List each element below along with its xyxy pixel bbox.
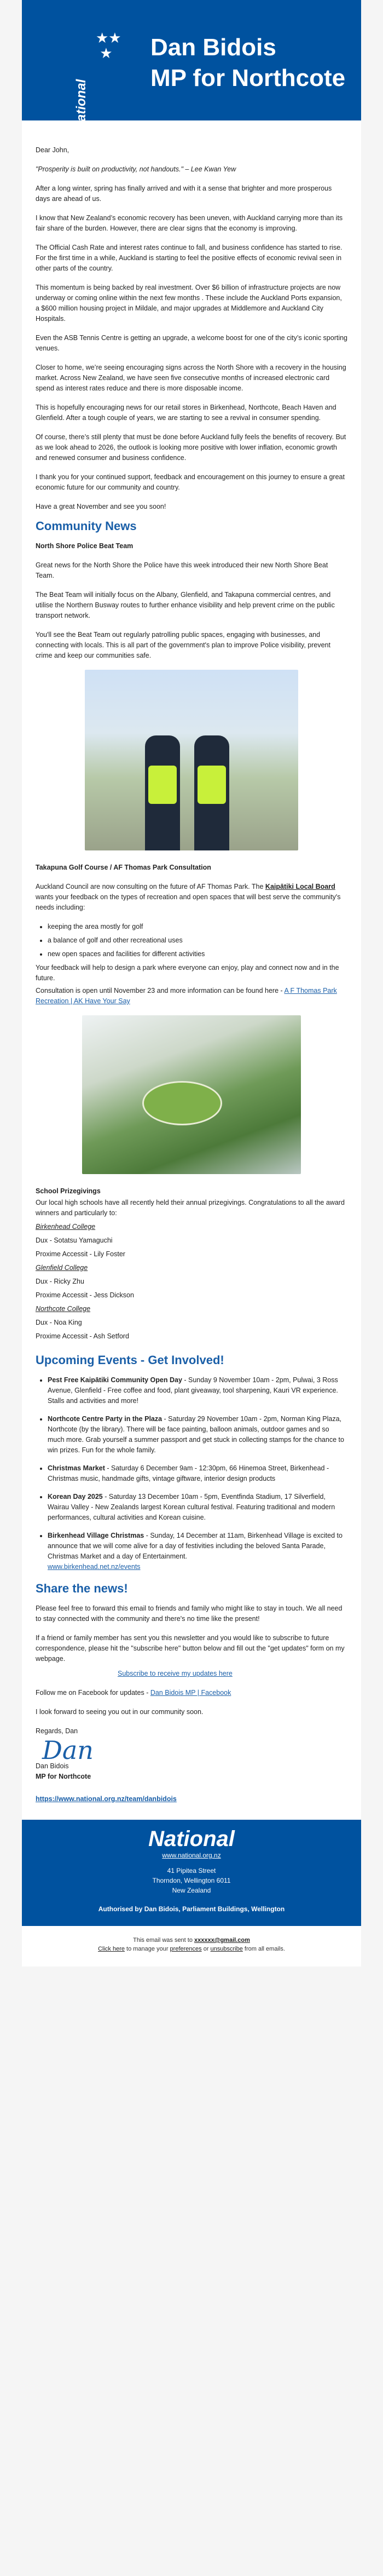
award-line: Proxime Accessit - Ash Setford [36,1332,129,1340]
intro-paragraph: I know that New Zealand’s economic recovery has been uneven, with Auckland carrying more than its fair share of the burden. However, there are clear signs that the economy is improving. [36,214,343,232]
sign-title: MP for Northcote [36,1773,91,1780]
list-item: • a balance of golf and other recreational uses [48,935,347,946]
share-paragraph: If a friend or family member has sent you this newsletter and you would like to subscribe to future correspondence, please hit the "subscribe here" button below and fill out the "get updates" form on my webpage. [36,1634,345,1663]
logo-text: National [74,79,89,131]
share-paragraph: Please feel free to forward this email to friends and family who might like to stay in touch. We all need to stay connected with the community and there's no time like the present! [36,1605,343,1623]
award-line: Proxime Accessit - Lily Foster [36,1250,125,1258]
header-banner [22,0,361,131]
intro-paragraph: The Official Cash Rate and interest rates continue to fall, and business confidence has started to rise. For the first time in a while, Auckland is starting to feel the positive effects of economic revival seen in other parts of the country. [36,244,343,272]
unsubscribe-link[interactable]: unsubscribe [210,1946,243,1952]
sports-field-shape [142,1081,222,1125]
consultation-text: Consultation is open until November 23 and more information can be found here - A F Thomas Park Recreation | AK Have Your Say [36,987,337,1005]
preferences-link[interactable]: preferences [170,1946,202,1952]
golf-paragraph: Auckland Council are now consulting on the future of AF Thomas Park. The Kaipātiki Local Board wants your feedback on the types of recreation and open spaces that will best serve the community's needs including: [36,883,341,911]
police-officer-figure [194,735,229,850]
signature: Dan [42,1735,94,1765]
school-name: Birkenhead College [36,1223,96,1231]
golf-feedback: Your feedback will help to design a park where everyone can enjoy, play and connect now and in the future. [36,964,339,982]
email-address-link[interactable]: xxxxxx@gmail.com [194,1937,250,1944]
facebook-link[interactable]: Dan Bidois MP | Facebook [150,1689,231,1697]
share-heading: Share the news! [36,1582,128,1595]
school-name: Northcote College [36,1305,91,1313]
police-title: North Shore Police Beat Team [36,542,134,550]
event-item: • Birkenhead Village Christmas - Sunday, 14 December at 11am, Birkenhead Village is excited to announce that we will come alive for a day of festivities including the beloved Santa Parade, Christmas Market and a day of Entertainment. www.birkenhead.net.nz/events [48,1531,347,1572]
police-photo [85,670,298,850]
event-item: • Christmas Market - Saturday 6 December 9am - 12:30pm, 66 Hinemoa Street, Birkenhead - Christmas music, handmade gifts, vintage giftware, interior design products [48,1463,347,1484]
closing-text: I look forward to seeing you out in our community soon. [36,1708,204,1716]
list-item: • keeping the area mostly for golf [48,922,347,932]
award-line: Dux - Ricky Zhu [36,1278,84,1285]
kaipatiki-board-link[interactable]: Kaipātiki Local Board [265,883,335,890]
school-list [36,1222,347,1342]
intro-paragraph: Closer to home, we’re seeing encouraging signs across the North Shore with a recovery in the housing market. Across New Zealand, we have seen five consecutive months of increased electronic card spend as interest rates reduce and there is more disposable income. [36,364,346,392]
mp-name: Dan Bidois [150,34,276,61]
national-logo [74,30,134,131]
intro-paragraph: Even the ASB Tennis Centre is getting an upgrade, a welcome boost for one of the city’s iconic sporting venues. [36,334,348,352]
subscribe-row [36,1669,347,1679]
police-paragraph: The Beat Team will initially focus on the Albany, Glenfield, and Takapuna commercial centres, and utilise the Northern Busway routes to further enhance visibility and help prevent crime on the public transport network. [36,591,335,619]
newsletter [22,0,361,1967]
greeting: Dear John, [36,146,69,154]
birkenhead-events-link[interactable]: www.birkenhead.net.nz/events [48,1563,141,1571]
events-list [36,1375,347,1572]
park-aerial-photo [82,1015,301,1174]
footer [22,1820,361,1926]
intro-paragraph: Have a great November and see you soon! [36,503,166,510]
website-link[interactable]: www.national.org.nz [162,1852,221,1859]
police-paragraph: Great news for the North Shore the Police have this week introduced their new North Shore Beat Team. [36,561,328,579]
consultation-link[interactable]: A F Thomas Park Recreation | AK Have Your Say [36,987,337,1005]
main-content [22,120,361,1804]
prizegivings-intro: Our local high schools have all recently held their annual prizegivings. Congratulations to all the award winners and particularly to: [36,1199,345,1217]
address-line: Thorndon, Wellington 6011 [152,1877,231,1884]
police-officer-figure [145,735,180,850]
golf-title: Takapuna Golf Course / AF Thomas Park Consultation [36,864,211,871]
event-item: • Pest Free Kaipātiki Community Open Day - Sunday 9 November 10am - 2pm, Pulwai, 3 Ross Avenue, Glenfield - Free coffee and food, plant giveaway, tool sharpening, Kauri VR experience. Stalls and activities and more! [48,1375,347,1406]
intro-paragraph: I thank you for your continued support, feedback and encouragement on this journey to ensure a great economic future for our community and country. [36,473,345,491]
event-item: • Korean Day 2025 - Saturday 13 December 10am - 5pm, Eventfinda Stadium, 17 Silverfield, Wairau Valley - New Zealands largest Korean cultural festival. Featuring traditional and modern performances, cultural activities and Korean cuisine. [48,1492,347,1523]
subscribe-link[interactable]: Subscribe to receive my updates here [118,1670,233,1677]
click-here-link[interactable]: Click here [98,1946,125,1952]
list-item: • new open spaces and facilities for different activities [48,949,347,959]
manage-line: Click here to manage your preferences or unsubscribe from all emails. [98,1946,285,1952]
police-paragraph: You'll see the Beat Team out regularly patrolling public spaces, engaging with businesses, and connecting with locals. This is all part of the government's plan to improve Police visibility, prevent crime and keep our communities safe. [36,631,330,659]
team-page-link[interactable]: https://www.national.org.nz/team/danbidois [36,1795,177,1803]
event-item: • Northcote Centre Party in the Plaza - Saturday 29 November 10am - 2pm, Norman King Plaza, Northcote (by the library). There will be face painting, balloon animals, outdoor games and so much more. Grab yourself a summer passport and get stuck in collecting stamps for the chance to win prizes. Fun for the whole family. [48,1414,347,1456]
follow-text: Follow me on Facebook for updates - Dan Bidois MP | Facebook [36,1689,231,1697]
authorised-text: Authorised by Dan Bidois, Parliament Buildings, Wellington [98,1905,285,1913]
mp-title: MP for Northcote [150,65,346,91]
footer-logo: National [148,1827,235,1851]
golf-bullets [36,922,347,959]
community-news-heading: Community News [36,519,137,533]
sent-to-line: This email was sent to xxxxxx@gmail.com [133,1937,250,1944]
intro-paragraph: Of course, there’s still plenty that must be done before Auckland fully feels the benefits of recovery. But as we look ahead to 2026, the outlook is looking more positive with lower inflation, economic growth and renewed consumer and business confidence. [36,433,346,462]
intro-paragraph: This is hopefully encouraging news for our retail stores in Birkenhead, Northcote, Beach Haven and Glenfield. After a tough couple of years, we are starting to see a revival in consumer spending. [36,404,336,422]
address-line: 41 Pipitea Street [167,1867,216,1875]
intro-paragraph: After a long winter, spring has finally arrived and with it a sense that brighter and more prosperous days are ahead of us. [36,185,332,203]
school-name: Glenfield College [36,1264,88,1272]
regards-text: Regards, Dan [36,1727,78,1735]
award-line: Dux - Noa King [36,1319,82,1326]
quote: "Prosperity is built on productivity, not handouts." – Lee Kwan Yew [36,165,236,173]
award-line: Proxime Accessit - Jess Dickson [36,1291,134,1299]
sign-name: Dan Bidois [36,1762,69,1770]
email-footer [22,1926,361,1967]
address-line: New Zealand [172,1887,211,1894]
intro-paragraph: This momentum is being backed by real investment. Over $6 billion of infrastructure projects are now underway or coming online within the next few months . These include the Auckland Ports expansion, a $600 million housing project in Mildale, and major upgrades at Middlemore and Auckland City Hospitals. [36,284,342,323]
events-heading: Upcoming Events - Get Involved! [36,1353,224,1367]
prizegivings-title: School Prizegivings [36,1187,101,1195]
award-line: Dux - Sotatsu Yamaguchi [36,1237,113,1244]
star-icons: ★★ ★ [96,30,121,61]
